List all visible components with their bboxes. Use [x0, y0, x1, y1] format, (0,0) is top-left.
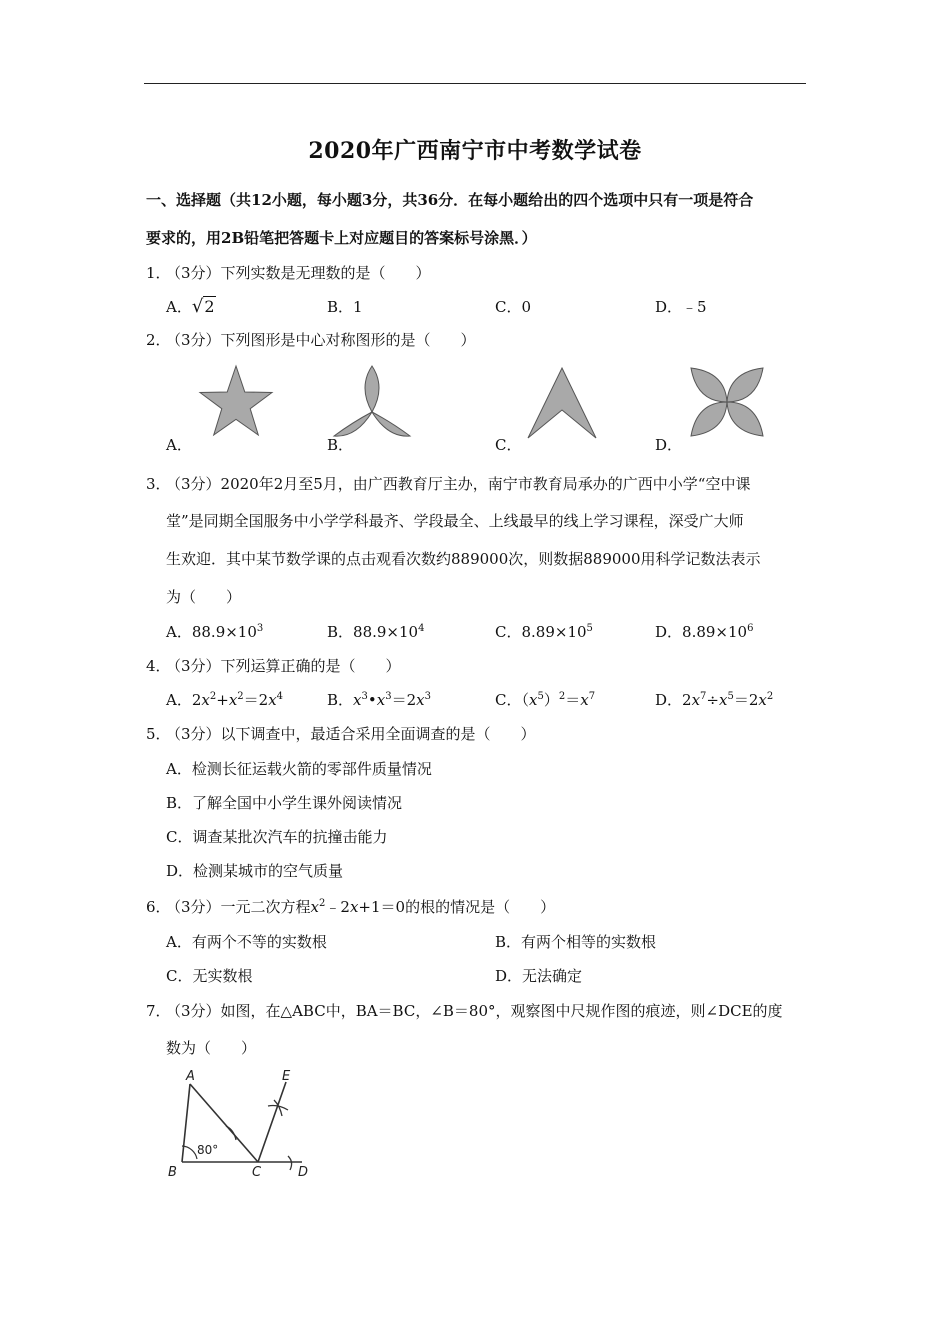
question-5-option-c	[166, 826, 388, 847]
option-value: 88.9×10	[191, 623, 257, 641]
question-number: 2．	[146, 331, 171, 349]
star-icon	[196, 364, 276, 440]
question-text: 的根的情况是（ ）	[405, 898, 556, 916]
option-formula: $2x^2+x^2=2x^4$	[191, 691, 284, 709]
option-label: B．	[327, 623, 354, 641]
question-7-stem-line2: 数为（ ）	[166, 1039, 257, 1057]
question-3-stem-line1	[146, 473, 750, 494]
option-value: 调查某批次汽车的抗撞击能力	[192, 828, 388, 846]
page-title: 2020年广西南宁市中考数学试卷	[308, 138, 642, 164]
question-number: 7．	[146, 1002, 171, 1020]
question-text: （3分）2020年2月至5月，由广西教育厅主办，南宁市教育局承办的广西中小学“空中课	[166, 475, 751, 493]
question-6-stem	[146, 896, 555, 917]
question-1-stem	[146, 262, 431, 283]
label-d: D	[298, 1165, 309, 1180]
option-label: D．	[655, 691, 683, 709]
question-1-option-b	[327, 296, 363, 317]
construction-arc-d	[288, 1156, 292, 1170]
option-label: C．	[495, 623, 522, 641]
question-5-stem	[146, 723, 536, 744]
question-number: 6．	[146, 898, 171, 916]
question-2-option-d-label: D．	[655, 436, 683, 454]
question-3-option-c	[495, 621, 593, 642]
option-label: B．	[327, 691, 354, 709]
four-petal-icon	[687, 364, 767, 440]
angle-b-arc	[182, 1146, 197, 1159]
option-value: 8.89×10	[682, 623, 748, 641]
question-2-option-c-label: C．	[495, 436, 522, 454]
angle-label: 80°	[197, 1143, 219, 1157]
option-value: 有两个不等的实数根	[191, 933, 327, 951]
section-heading-line2: 要求的，用2B铅笔把答题卡上对应题目的答案标号涂黑．）	[146, 229, 537, 247]
option-value: 了解全国中小学生课外阅读情况	[192, 794, 403, 812]
question-3-option-d	[655, 621, 753, 642]
option-value: 88.9×10	[353, 623, 419, 641]
option-label: D．	[655, 298, 683, 316]
option-value: 无法确定	[522, 967, 583, 985]
option-label: A．	[166, 298, 192, 316]
option-label: D．	[655, 623, 683, 641]
question-6-option-b	[495, 931, 656, 952]
question-2-option-b-label: B．	[327, 436, 354, 454]
option-label: C．	[495, 691, 522, 709]
question-6-option-c	[166, 965, 253, 986]
option-value: 0	[521, 298, 532, 316]
arrowhead-icon	[526, 366, 598, 442]
question-2-option-a-label: A．	[166, 436, 192, 454]
three-petal-icon	[331, 364, 413, 440]
question-text: （3分）下列运算正确的是（ ）	[166, 657, 401, 675]
question-7-stem-line1	[146, 1000, 783, 1021]
question-4-stem	[146, 655, 401, 676]
question-6-option-a	[166, 931, 327, 952]
question-number: 5．	[146, 725, 171, 743]
option-value: 8.89×10	[521, 623, 587, 641]
question-5-option-a	[166, 758, 432, 779]
option-formula: $(x^5)^2=x^7$	[521, 691, 596, 709]
segment-ab	[182, 1084, 190, 1162]
section-heading-line1: 一、选择题（共12小题，每小题3分，共36分．在每小题给出的四个选项中只有一项是符合	[146, 191, 754, 209]
option-label: A．	[166, 691, 192, 709]
question-number: 1．	[146, 264, 171, 282]
option-label: C．	[495, 298, 522, 316]
option-label: C．	[166, 828, 193, 846]
option-label: C．	[166, 967, 193, 985]
question-3-option-b	[327, 621, 424, 642]
sqrt-icon: √	[191, 296, 204, 317]
exponent: 3	[256, 623, 264, 634]
exponent: 4	[418, 623, 425, 634]
option-value: 检测某城市的空气质量	[193, 862, 344, 880]
question-text: （3分）下列实数是无理数的是（ ）	[166, 264, 431, 282]
option-label: A．	[166, 623, 192, 641]
option-formula: $x^3•x^3=2x^3$	[353, 691, 431, 709]
question-text: （3分）下列图形是中心对称图形的是（ ）	[166, 331, 476, 349]
option-label: B．	[495, 933, 522, 951]
label-c: C	[252, 1165, 262, 1180]
question-4-option-c	[495, 689, 595, 710]
question-2-stem	[146, 329, 476, 350]
option-label: A．	[166, 933, 192, 951]
question-number: 3．	[146, 475, 171, 493]
exponent: 6	[747, 623, 754, 634]
question-text: （3分）以下调查中，最适合采用全面调查的是（ ）	[166, 725, 536, 743]
option-value: 2	[204, 297, 215, 316]
option-label: D．	[495, 967, 523, 985]
question-1-option-c	[495, 296, 531, 317]
option-label: A．	[166, 760, 192, 778]
option-value: 检测长征运载火箭的零部件质量情况	[191, 760, 432, 778]
ray-ce	[258, 1082, 286, 1162]
question-5-option-d	[166, 860, 343, 881]
triangle-construction-figure	[164, 1064, 324, 1184]
question-5-option-b	[166, 792, 402, 813]
question-4-option-a	[166, 689, 283, 710]
question-6-option-d	[495, 965, 582, 986]
question-3-stem-line2: 堂”是同期全国服务中小学学科最齐、学段最全、上线最早的线上学习课程，深受广大师	[166, 512, 744, 530]
question-1-option-d	[655, 296, 707, 317]
question-text: （3分）如图，在△ABC中，BA＝BC，∠B＝80°，观察图中尺规作图的痕迹，则∠DCE的度	[166, 1002, 783, 1020]
exponent: 5	[586, 623, 593, 634]
question-4-option-d	[655, 689, 773, 710]
label-e: E	[282, 1069, 291, 1084]
option-label: D．	[166, 862, 194, 880]
option-formula: $2x^7\div x^5=2x^2$	[682, 691, 774, 709]
question-3-stem-line3: 生欢迎．其中某节数学课的点击观看次数约889000次，则数据889000用科学记数法表示	[166, 550, 761, 568]
question-number: 4．	[146, 657, 171, 675]
question-1-option-a	[166, 296, 216, 317]
label-b: B	[168, 1165, 177, 1180]
question-3-stem-line4: 为（ ）	[166, 588, 242, 606]
equation: $x^2﹣2x+1=0$	[310, 898, 406, 916]
option-value: 无实数根	[192, 967, 253, 985]
header-rule	[144, 83, 806, 84]
label-a: A	[186, 1069, 195, 1084]
question-4-option-b	[327, 689, 431, 710]
option-label: B．	[166, 794, 193, 812]
option-value: ﹣5	[682, 298, 707, 316]
option-label: B．	[327, 298, 354, 316]
question-text: （3分）一元二次方程	[166, 898, 311, 916]
option-value: 有两个相等的实数根	[521, 933, 657, 951]
question-3-option-a	[166, 621, 263, 642]
option-value: 1	[353, 298, 363, 316]
